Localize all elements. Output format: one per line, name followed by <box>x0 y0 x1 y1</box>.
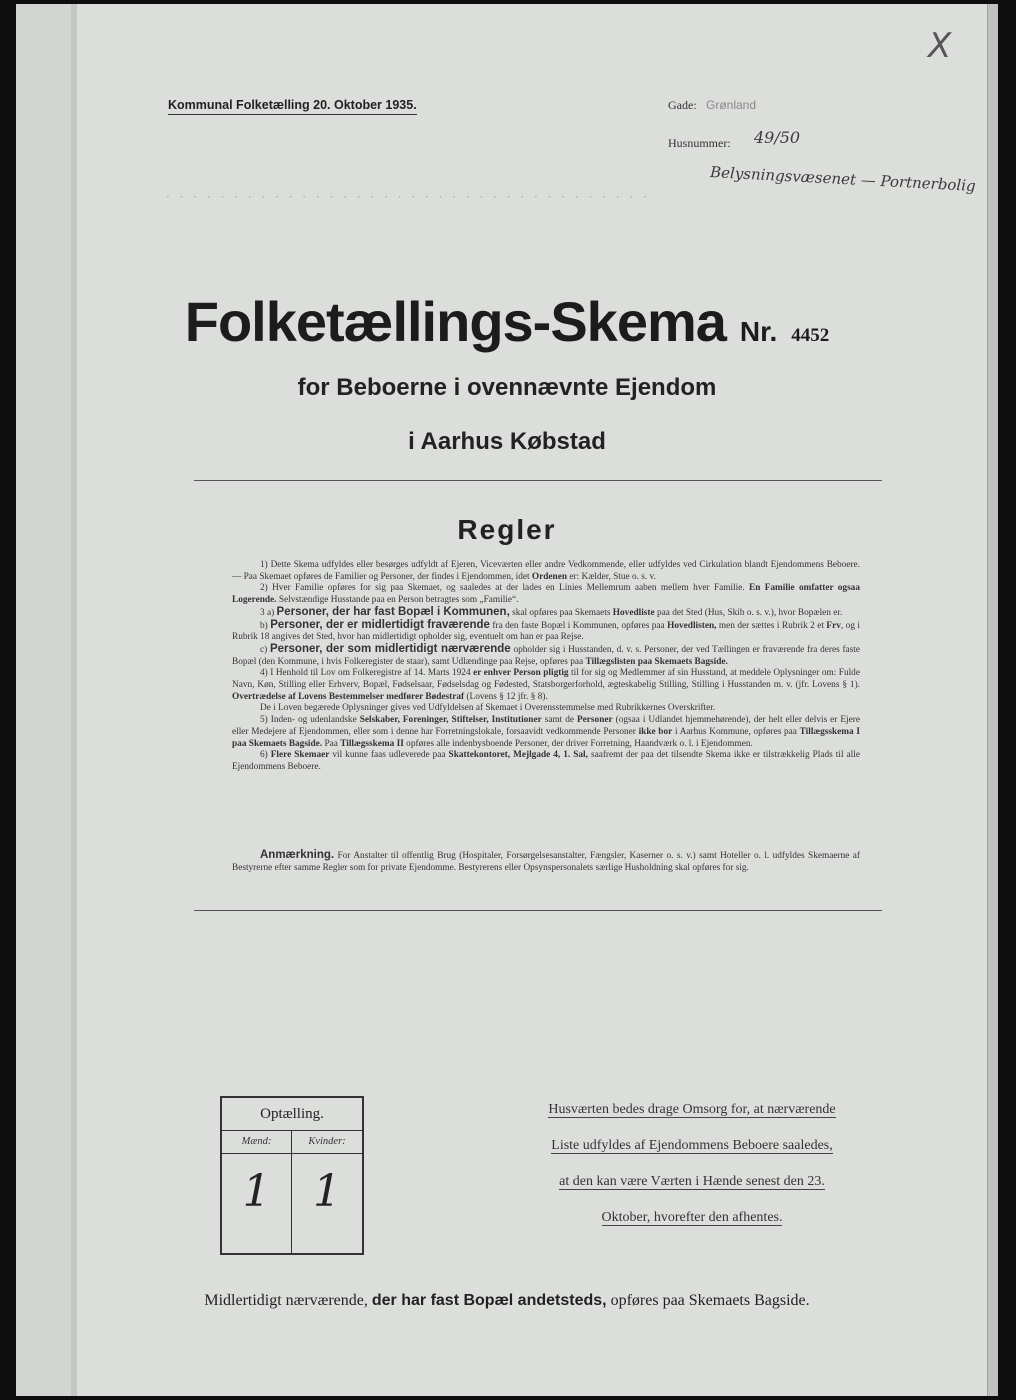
instruction-line-1: Husværten bedes drage Omsorg for, at nærværende <box>548 1102 836 1117</box>
title-main: Folketællings-Skema <box>184 290 726 353</box>
instruction-line-4: Oktober, hvorefter den afhentes. <box>601 1210 783 1225</box>
note-text <box>232 850 860 874</box>
divider-bottom <box>194 910 882 911</box>
regler-heading: Regler <box>457 514 557 545</box>
women-label: Kvinder: <box>292 1131 362 1154</box>
rule-3b: b) Personer, der er midlertidigt fraværende fra den faste Bopæl i Kommunen, opføres paa Hovedlisten, men der sættes i Rubrik 2 et Frv, og i Rubrik 18 angives det Sted, hvor han midlertidigt opholder sig, eventuelt om han er paa Rejse. <box>232 618 860 643</box>
count-box <box>220 1096 364 1255</box>
subtitle-1: for Beboerne i ovennævnte Ejendom <box>297 374 717 401</box>
women-count: 1 <box>313 1166 341 1217</box>
gade-label: Gade: <box>668 98 697 112</box>
census-header: Kommunal Folketælling 20. Oktober 1935. <box>168 98 417 115</box>
rule-6: 6) Flere Skemaer vil kunne faas udleverede paa Skattekontoret, Mejlgade 4, 1. Sal, saafremt der paa det tilsendte Skema ikke er tilstrækkelig Plads til alle Ejendommens Beboere. <box>232 750 860 772</box>
nr-value: 4452 <box>791 325 830 346</box>
binding-fold <box>71 4 77 1396</box>
gade-value: Grønland <box>706 98 757 112</box>
men-label: Mænd: <box>222 1131 291 1154</box>
subtitle-2: i Aarhus Købstad <box>408 428 606 455</box>
rule-3c: c) Personer, der som midlertidigt nærværende opholder sig i Husstanden, d. v. s. Personer, der ved Tællingen er fraværende fra deres faste Bopæl (den Kommune, i hvis Folkeregister de staar), samt Udlændinge paa Rejse, opføres paa Tillægslisten paa Skemaets Bagside. <box>232 642 861 667</box>
corner-mark: X <box>928 26 952 66</box>
footer-note: Midlertidigt nærværende, der har fast Bopæl andetsteds, opføres paa Skemaets Bagside. <box>204 1292 810 1309</box>
nr-label: Nr. <box>739 316 778 347</box>
form-title <box>16 289 998 354</box>
rules-text <box>232 560 860 774</box>
rule-2: 2) Hver Familie opføres for sig paa Skemaet, og saaledes at der lades en Linies Mellemrum aaben mellem hver Familie. En Familie omfatter ogsaa Logerende. Selvstændige Husstande paa en Person betragtes som „Familie“. <box>232 583 860 606</box>
husnummer-value: 49/50 <box>754 128 801 147</box>
men-count: 1 <box>242 1166 271 1217</box>
bleed-through-text: · · · · · · · · · · · · · · · · · · · · · · · · · · · · · · · · · · · · <box>166 190 650 204</box>
count-col-men <box>222 1131 292 1253</box>
rule-3a: 3 a) Personer, der har fast Bopæl i Kommunen, skal opføres paa Skemaets Hovedliste paa det Sted (Hus, Skib o. s. v.), hvor Bopælen er. <box>260 605 843 618</box>
handwritten-note: Belysningsvæsenet — Portnerbolig <box>709 163 977 195</box>
note-heading: Anmærkning. <box>260 849 335 861</box>
divider-top <box>194 480 882 481</box>
count-title: Optælling. <box>222 1098 362 1131</box>
instruction-line-3: at den kan være Værten i Hænde senest den 23. <box>559 1174 825 1189</box>
rule-1: 1) Dette Skema udfyldes eller besørges udfyldt af Ejeren, Viceværten eller andre Vedkommende, eller udfyldes ved Cirkulation blandt Ejendommens Beboere. — Paa Skemaet opføres de Familier og Personer, der findes i Ejendommen, idet Ordenen er: Kælder, Stue o. s. v. <box>232 560 860 582</box>
note-body: For Anstalter til offentlig Brug (Hospitaler, Forsørgelsesanstalter, Fængsler, Kaserner o. s. v.) samt Hoteller o. l. udfyldes Skemaerne af Bestyrerne efter samme Regler som for private Ejendomme. Bestyrerens eller Opsynspersonalets særlige Husholdning skal opføres for sig. <box>232 851 860 873</box>
rule-4b: De i Loven begærede Oplysninger gives ved Udfyldelsen af Skemaet i Overensstemmelse med Rubrikkernes Overskrifter. <box>260 703 716 714</box>
binding-strip <box>16 4 72 1396</box>
rule-5: 5) Inden- og udenlandske Selskaber, Foreninger, Stiftelser, Institutioner samt de Personer (ogsaa i Udlandet hjemmehørende), der helt eller delvis er Ejere eller Medejere af Ejendommen, eller som i denne har Forretningslokale, forsaavidt vedkommende Personer ikke bor i Aarhus Kommune, opføres paa Tillægsskema I paa Skemaets Bagside. Paa Tillægsskema II opføres alle indenbysboende Personer, der driver Forretning, Haandværk o. l. i Ejendommen. <box>232 715 860 749</box>
count-col-women <box>292 1131 362 1253</box>
instruction-line-2: Liste udfyldes af Ejendommens Beboere saaledes, <box>551 1138 833 1153</box>
rule-4: 4) I Henhold til Lov om Folkeregistre af 14. Marts 1924 er enhver Person pligtig til for sig og Medlemmer af sin Husstand, at meddele Oplysninger om: Fulde Navn, Køn, Stilling eller Erhverv, Bopæl, Fødselsaar, Fødselsdag og Fødested, Statsborgerforhold, ægteskabelig Stilling, Stilling i Husstanden m. v. (jfr. Lovens § 1). Overtrædelse af Lovens Bestemmelser medfører Bødestraf (Lovens § 12 jfr. § 8). <box>232 668 860 702</box>
husnummer-label: Husnummer: <box>668 136 731 150</box>
page-right-edge <box>987 4 998 1396</box>
document-page <box>16 4 998 1396</box>
